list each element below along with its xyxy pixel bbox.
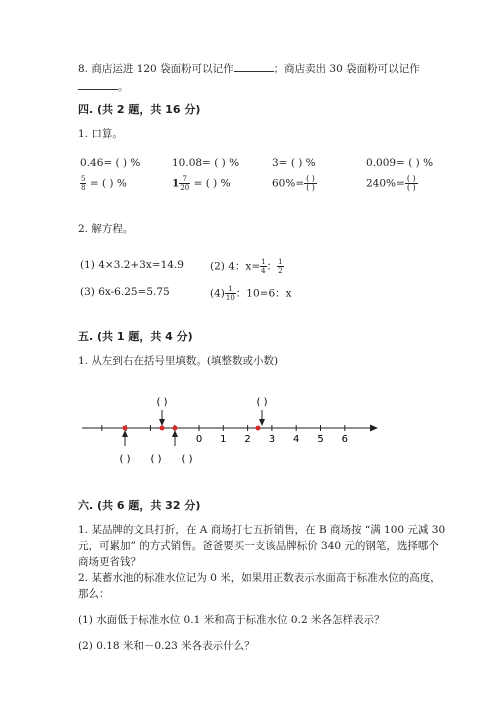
s6-q2-sub1: (1) 水面低于标准水位 0.1 米和高于标准水位 0.2 米各怎样表示？: [78, 614, 385, 626]
marker-point-4: [256, 426, 261, 431]
bottom-bracket-1: ( ): [119, 454, 131, 465]
calc-r1c4: 0.009= ( ) %: [366, 157, 434, 169]
calc-r1c3: 3= ( ) %: [272, 157, 316, 169]
tick-label: 3: [268, 434, 276, 445]
tick-label: 2: [244, 434, 251, 445]
tick-label: 1: [220, 434, 227, 445]
q8-text-a: 8. 商店运进 120 袋面粉可以记作: [78, 63, 234, 75]
marker-point-1: [123, 426, 128, 431]
fraction: $\frac{1}{2}$: [278, 258, 283, 275]
section6-heading: 六. (共 6 题，共 32 分): [78, 499, 201, 512]
calc-r2c2: 1 $\frac{7}{20}$ = ( ) %: [172, 175, 231, 192]
marker-point-2: [160, 426, 165, 431]
s5-q1-label: 1. 从左到右在括号里填数。(填整数或小数): [78, 355, 279, 367]
calc-r1c2: 10.08= ( ) %: [172, 157, 240, 169]
top-bracket-2: ( ): [256, 397, 268, 408]
marker-point-3: [173, 426, 178, 431]
s6-q2-line2: 那么：: [78, 588, 110, 600]
tick-label: 4: [293, 434, 300, 445]
fraction: $\frac{( )}{( )}$: [406, 174, 416, 192]
tick-label: 5: [317, 434, 324, 445]
s6-q1-line3: 商场更省钱？: [78, 556, 141, 568]
top-bracket-1: ( ): [156, 397, 168, 408]
calc-r2c4: 240%= $\frac{( )}{( )}$: [366, 174, 416, 192]
arrow-down-head-icon: [259, 419, 265, 426]
s6-q1-line1: 1. 某品牌的文具打折，在 A 商场打七五折销售，在 B 商场按 “满 100 元减 30: [78, 524, 446, 536]
s4-q2-label: 2. 解方程。: [78, 223, 134, 235]
fraction: $\frac{( )}{( )}$: [306, 174, 315, 192]
equation-3: (3) 6x-6.25=5.75: [80, 286, 170, 298]
q8-text-b: ；商店卖出 30 袋面粉可以记作: [273, 63, 420, 75]
equation-1: (1) 4×3.2+3x=14.9: [80, 259, 184, 271]
arrow-up-head-icon: [122, 430, 128, 437]
fraction: $\frac{7}{20}$: [180, 175, 190, 192]
q8-period: 。: [118, 81, 129, 93]
equation-4: (4) $\frac{1}{10}$ ：10=6：x: [210, 285, 292, 302]
section5-heading: 五. (共 1 题，共 4 分): [78, 330, 193, 343]
arrow-up-head-icon: [172, 430, 178, 437]
s4-q1-label: 1. 口算。: [78, 128, 123, 140]
s6-q2-line1: 2. 某蓄水池的标准水位记为 0 米，如果用正数表示水面高于标准水位的高度，: [78, 572, 441, 584]
tick-label: 6: [341, 434, 348, 445]
bottom-bracket-2: ( ): [150, 454, 162, 465]
bottom-bracket-3: ( ): [181, 454, 193, 465]
tick-label-group: [196, 434, 348, 445]
arrow-down-head-icon: [159, 419, 165, 426]
section4-heading: 四. (共 2 题，共 16 分): [78, 103, 201, 116]
calc-r1c1: 0.46= ( ) %: [80, 157, 141, 169]
fraction: $\frac{1}{10}$: [225, 285, 235, 302]
fraction: $\frac{5}{8}$: [81, 175, 86, 192]
s6-q2-sub2: (2) 0.18 米和－0.23 米各表示什么？: [78, 640, 255, 652]
s6-q1-line2: 元，可累加” 的方式销售。爸爸要买一支该品牌标价 340 元的钢笔，选择哪个: [78, 540, 439, 552]
fraction: $\frac{1}{4}$: [261, 258, 266, 275]
calc-r2c1: $\frac{5}{8}$ = ( ) %: [81, 175, 127, 192]
equation-2: (2) 4：x= $\frac{1}{4}$ ： $\frac{1}{2}$: [210, 258, 283, 275]
tick-label: 0: [195, 434, 203, 445]
calc-r2c3: 60%= $\frac{( )}{( )}$: [272, 174, 315, 192]
axis-arrowhead: [370, 425, 378, 432]
